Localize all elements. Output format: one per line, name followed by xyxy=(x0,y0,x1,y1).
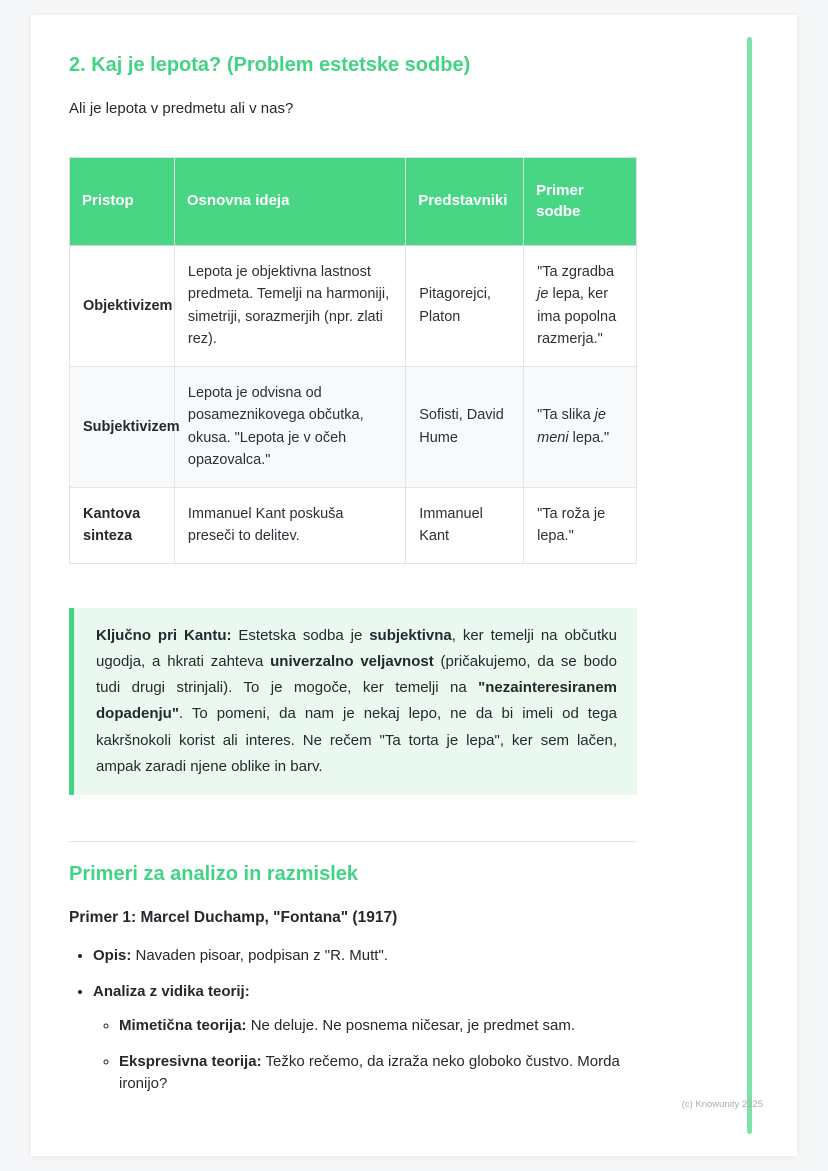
column-header: Pristop xyxy=(70,157,175,246)
section-divider xyxy=(69,841,637,842)
example-title: Primer 1: Marcel Duchamp, "Fontana" (1917) xyxy=(69,909,398,927)
table-cell: Immanuel Kant xyxy=(406,487,524,563)
aesthetic-theories-table xyxy=(69,157,637,564)
table-header-row xyxy=(70,157,637,246)
table-row xyxy=(70,366,637,487)
table-cell: Immanuel Kant poskuša preseči to delitev. xyxy=(174,487,405,563)
table-cell: Objektivizem xyxy=(70,246,175,367)
table-row xyxy=(70,487,637,563)
section-heading-examples: Primeri za analizo in razmislek xyxy=(69,863,359,886)
sub-list-item: ◦ Mimetična teorija: Ne deluje. Ne posnema ničesar, je predmet sam. xyxy=(119,1015,629,1038)
table-cell: Lepota je odvisna od posameznikovega občutka, okusa. "Lepota je v očeh opazovalca." xyxy=(174,366,405,487)
analysis-bullet-list xyxy=(69,945,629,1096)
section-heading-beauty: 2. Kaj je lepota? (Problem estetske sodbe) xyxy=(69,54,471,76)
list-item: • Opis: Navaden pisoar, podpisan z "R. Mutt". xyxy=(93,945,629,968)
sub-list-item: ◦ Ekspresivna teorija: Težko rečemo, da izraža neko globoko čustvo. Morda ironijo? xyxy=(119,1051,629,1096)
table-cell: Kantova sinteza xyxy=(70,487,175,563)
table-cell: "Ta zgradba je lepa, ker ima popolna razmerja." xyxy=(524,246,637,367)
table-cell: Lepota je objektivna lastnost predmeta. Temelji na harmoniji, simetriji, sorazmerjih (npr. zlati rez). xyxy=(174,246,405,367)
table-cell: Pitagorejci, Platon xyxy=(406,246,524,367)
list-item: • Analiza z vidika teorij: ◦ Mimetična teorija: Ne deluje. Ne posnema ničesar, je predmet sam. ◦ Ekspresivna teorija: Težko rečemo, da izraža neko globoko čustvo. Morda ironijo? xyxy=(93,981,629,1096)
sub-list xyxy=(93,1015,629,1096)
table-row xyxy=(70,246,637,367)
table-cell: Sofisti, David Hume xyxy=(406,366,524,487)
table-body xyxy=(70,246,637,564)
callout-text: Ključno pri Kantu: Estetska sodba je subjektivna, ker temelji na občutku ugodja, a hkrati zahteva univerzalno veljavnost (pričakujemo, da se bodo tudi drugi strinjali). To je mogoče, ker temelji na "nezainteresiranem dopadenju". To pomeni, da nam je nekaj lepo, ne da bi imeli od tega kakršnokoli korist ali interes. Ne rečem "Ta torta je lepa", ker sem lačen, ampak zaradi njene oblike in barv. xyxy=(96,626,617,775)
document-content xyxy=(31,15,637,1096)
intro-question: Ali je lepota v predmetu ali v nas? xyxy=(69,100,294,117)
column-header: Predstavniki xyxy=(406,157,524,246)
document-page xyxy=(30,14,798,1157)
page-edge-accent-line xyxy=(747,37,752,1134)
column-header: Primer sodbe xyxy=(524,157,637,246)
table-cell: "Ta roža je lepa." xyxy=(524,487,637,563)
table-cell: "Ta slika je meni lepa." xyxy=(524,366,637,487)
column-header: Osnovna ideja xyxy=(174,157,405,246)
table-cell: Subjektivizem xyxy=(70,366,175,487)
kant-key-callout xyxy=(69,608,637,796)
table-header xyxy=(70,157,637,246)
copyright-notice: (c) Knowunity 2025 xyxy=(681,1099,763,1110)
